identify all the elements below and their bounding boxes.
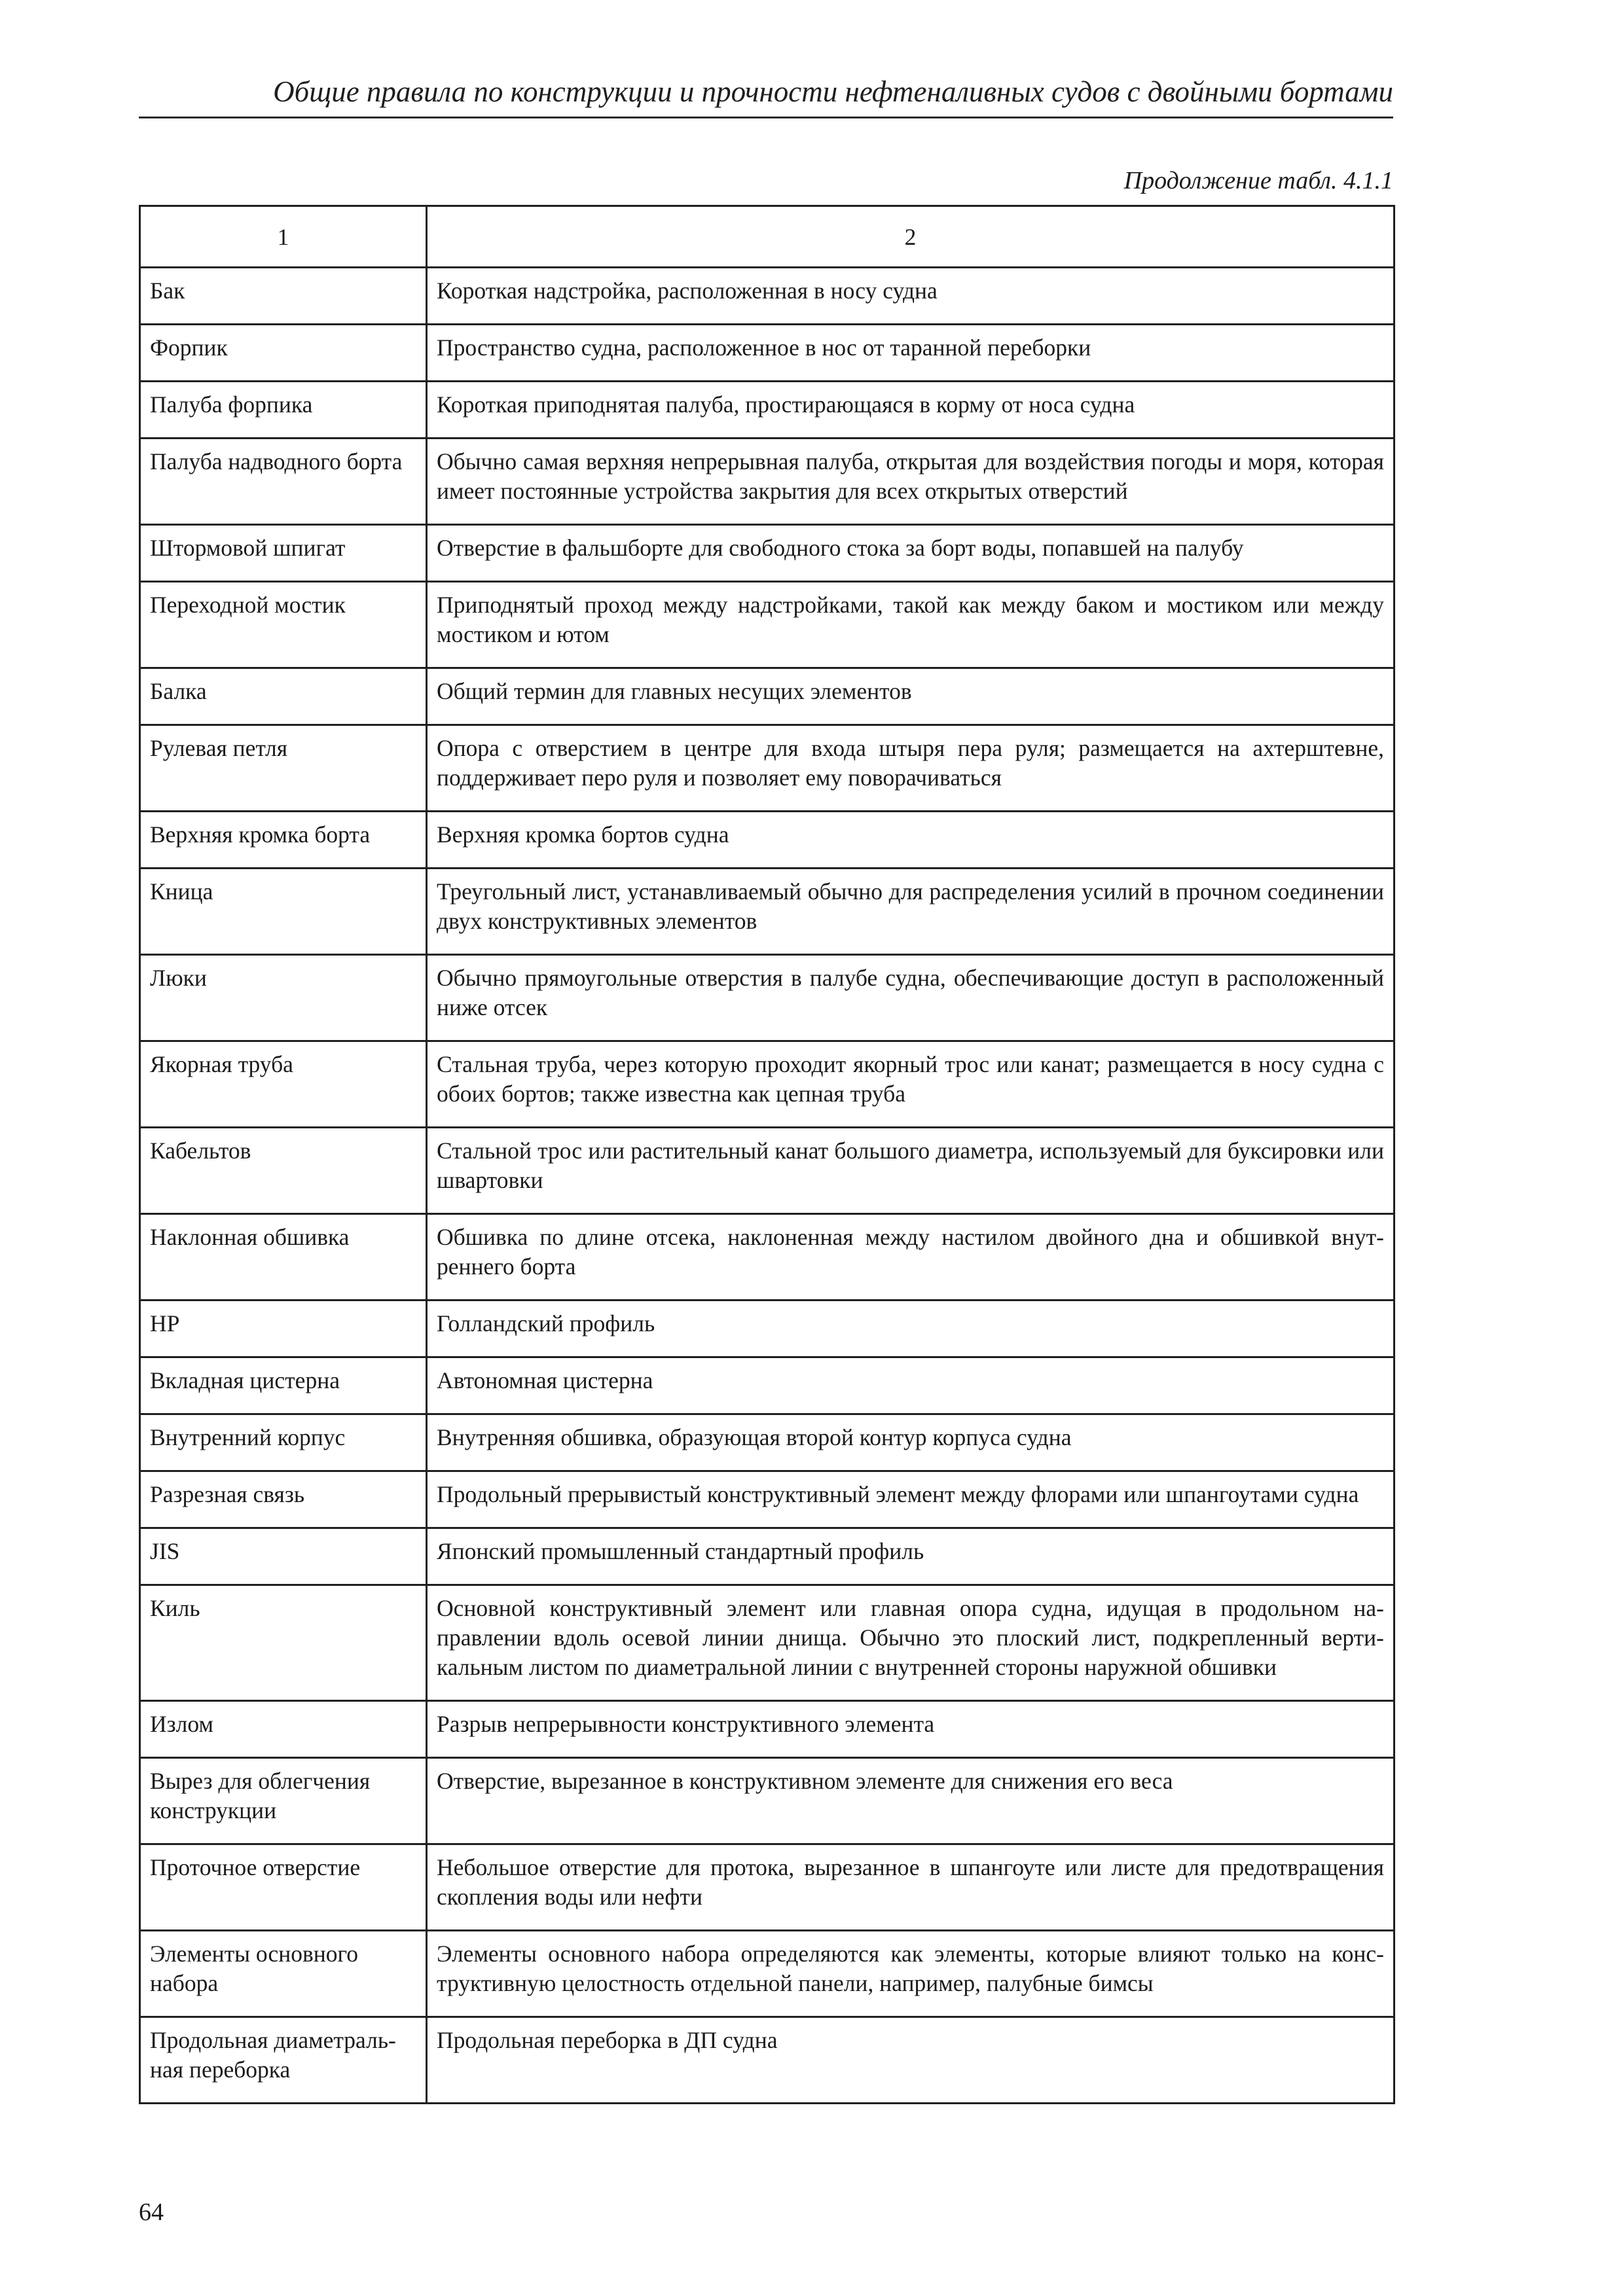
header-divider xyxy=(139,117,1393,118)
term-cell: Балка xyxy=(140,668,427,725)
table-row xyxy=(140,268,1395,325)
term-cell: Вырез для облегчения конструкции xyxy=(140,1758,427,1844)
definition-cell: Отверстие в фальшборте для свободного стока за борт воды, попавшей на палубу xyxy=(427,525,1395,582)
table-row xyxy=(140,1128,1395,1214)
definition-cell: Опора с отверстием в центре для входа штыря пера руля; размещается на ахтерштевне, поддерживает перо руля и позволяет ему поворачиваться xyxy=(427,725,1395,812)
definition-cell: Треугольный лист, устанавливаемый обычно для распределения усилий в прочном соединении двух конструктивных элементов xyxy=(427,869,1395,955)
term-cell: Элементы основного набора xyxy=(140,1931,427,2017)
definition-cell: Пространство судна, расположенное в нос от таранной переборки xyxy=(427,325,1395,382)
table-row xyxy=(140,1041,1395,1128)
definition-cell: Общий термин для главных несущих элементов xyxy=(427,668,1395,725)
definition-cell: Автономная цистерна xyxy=(427,1357,1395,1414)
table-row xyxy=(140,382,1395,439)
column-header-term: 1 xyxy=(140,206,427,268)
definition-cell: Стальная труба, через которую проходит якорный трос или канат; размещается в носу судна с обоих бортов; также известна как цепная труба xyxy=(427,1041,1395,1128)
term-cell: Вкладная цистерна xyxy=(140,1357,427,1414)
table-row xyxy=(140,2017,1395,2104)
terms-table-container xyxy=(139,205,1393,2104)
table-row xyxy=(140,1414,1395,1471)
table-row xyxy=(140,1214,1395,1300)
term-cell: Внутренний корпус xyxy=(140,1414,427,1471)
table-caption: Продолжение табл. 4.1.1 xyxy=(1123,167,1393,194)
definition-cell: Небольшое отверстие для протока, вырезанное в шпангоуте или листе для предотвращения скопления воды или нефти xyxy=(427,1844,1395,1931)
definition-cell: Отверстие, вырезанное в конструктивном элементе для снижения его веса xyxy=(427,1758,1395,1844)
term-cell: Проточное отверстие xyxy=(140,1844,427,1931)
term-cell: Палуба надводного борта xyxy=(140,439,427,525)
table-row xyxy=(140,1357,1395,1414)
running-header: Общие правила по конструкции и прочности нефтеналивных судов с двойными бортами xyxy=(273,75,1393,108)
definition-cell: Обычно самая верхняя непрерывная палуба, открытая для воздействия погоды и моря, которая имеет постоянные устройства закрытия для всех открытых отверстий xyxy=(427,439,1395,525)
definition-cell: Внутренняя обшивка, образующая второй контур корпуса судна xyxy=(427,1414,1395,1471)
definition-cell: Продольный прерывистый конструктивный элемент между флорами или шпангоутами судна xyxy=(427,1471,1395,1528)
definition-cell: Основной конструктивный элемент или главная опора судна, идущая в продольном направлении вдоль осевой линии днища. Обычно это плоский лист, подкрепленный вертикальным листом по диаметральной линии с внутренней стороны наружной обшивки xyxy=(427,1585,1395,1701)
table-row xyxy=(140,1931,1395,2017)
term-cell: Излом xyxy=(140,1701,427,1758)
term-cell: Кабельтов xyxy=(140,1128,427,1214)
table-row xyxy=(140,1701,1395,1758)
column-header-definition: 2 xyxy=(427,206,1395,268)
term-cell: Рулевая петля xyxy=(140,725,427,812)
definition-cell: Короткая приподнятая палуба, простирающаяся в корму от носа судна xyxy=(427,382,1395,439)
terms-table xyxy=(139,205,1395,2104)
definition-cell: Продольная переборка в ДП судна xyxy=(427,2017,1395,2104)
definition-cell: Разрыв непрерывности конструктивного элемента xyxy=(427,1701,1395,1758)
term-cell: Киль xyxy=(140,1585,427,1701)
table-header-row xyxy=(140,206,1395,268)
table-row xyxy=(140,668,1395,725)
table-row xyxy=(140,525,1395,582)
term-cell: Разрезная связь xyxy=(140,1471,427,1528)
definition-cell: Элементы основного набора определяются как элементы, которые влияют только на конструктивную целостность отдельной панели, например, палубные бимсы xyxy=(427,1931,1395,2017)
term-cell: Люки xyxy=(140,955,427,1041)
table-row xyxy=(140,439,1395,525)
term-cell: Штормовой шпигат xyxy=(140,525,427,582)
term-cell: Продольная диаметральная переборка xyxy=(140,2017,427,2104)
definition-cell: Стальной трос или растительный канат большого диаметра, используемый для буксировки или швартовки xyxy=(427,1128,1395,1214)
term-cell: Верхняя кромка борта xyxy=(140,812,427,869)
table-row xyxy=(140,812,1395,869)
term-cell: Форпик xyxy=(140,325,427,382)
term-cell: JIS xyxy=(140,1528,427,1585)
table-row xyxy=(140,1471,1395,1528)
term-cell: Наклонная обшивка xyxy=(140,1214,427,1300)
term-cell: HP xyxy=(140,1300,427,1357)
term-cell: Кница xyxy=(140,869,427,955)
table-row xyxy=(140,869,1395,955)
table-row xyxy=(140,725,1395,812)
table-row xyxy=(140,955,1395,1041)
page-number: 64 xyxy=(139,2198,164,2226)
definition-cell: Верхняя кромка бортов судна xyxy=(427,812,1395,869)
definition-cell: Японский промышленный стандартный профиль xyxy=(427,1528,1395,1585)
table-row xyxy=(140,1300,1395,1357)
table-row xyxy=(140,1528,1395,1585)
definition-cell: Голландский профиль xyxy=(427,1300,1395,1357)
term-cell: Бак xyxy=(140,268,427,325)
definition-cell: Обшивка по длине отсека, наклоненная между настилом двойного дна и обшивкой внутреннего борта xyxy=(427,1214,1395,1300)
definition-cell: Обычно прямоугольные отверстия в палубе судна, обеспечивающие доступ в расположенный ниже отсек xyxy=(427,955,1395,1041)
table-row xyxy=(140,1844,1395,1931)
term-cell: Якорная труба xyxy=(140,1041,427,1128)
table-row xyxy=(140,582,1395,668)
definition-cell: Приподнятый проход между надстройками, такой как между баком и мостиком или между мостиком и ютом xyxy=(427,582,1395,668)
term-cell: Палуба форпика xyxy=(140,382,427,439)
table-row xyxy=(140,1758,1395,1844)
table-row xyxy=(140,325,1395,382)
table-row xyxy=(140,1585,1395,1701)
definition-cell: Короткая надстройка, расположенная в носу судна xyxy=(427,268,1395,325)
term-cell: Переходной мостик xyxy=(140,582,427,668)
